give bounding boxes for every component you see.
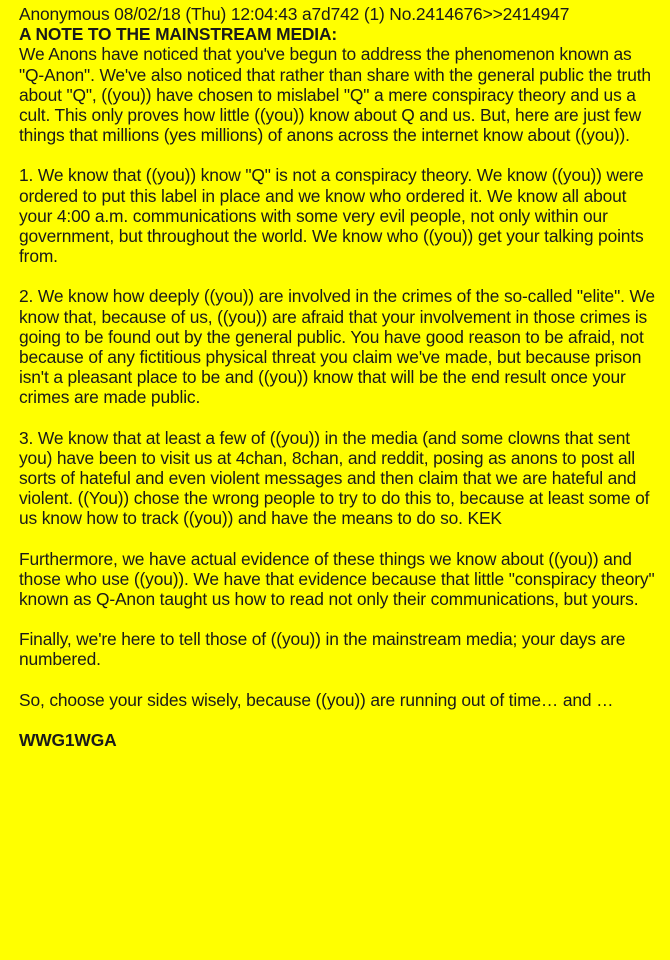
closing-paragraph: So, choose your sides wisely, because ((you)) are running out of time… and … [19,689,614,710]
furthermore-paragraph: Furthermore, we have actual evidence of these things we know about ((you)) and those who use ((you)). We have that evidence because that little "conspiracy theory" known as Q-Anon taught us how to read not only their communications, but yours. [19,548,655,610]
signoff: WWG1WGA [19,729,117,750]
point-2-paragraph: 2. We know how deeply ((you)) are involved in the crimes of the so-called "elite". We know that, because of us, ((you)) are afraid that your involvement in those crimes is going to be found out by the general public. You have good reason to be afraid, not because of any fictitious physical threat you claim we've made, but because prison isn't a pleasant place to be and ((you)) know that will be the end result once your crimes are made public. [19,286,655,408]
intro-paragraph: We Anons have noticed that you've begun to address the phenomenon known as "Q-Anon". We've also noticed that rather than share with the general public the truth about "Q", ((you)) have chosen to mislabel "Q" a mere conspiracy theory and us a cult. This only proves how little ((you)) know about Q and us. But, here are just few things that millions (yes millions) of anons across the internet know about ((you)). [19,44,651,146]
finally-paragraph: Finally, we're here to tell those of ((you)) in the mainstream media; your days are numbered. [19,629,626,670]
point-3-paragraph: 3. We know that at least a few of ((you)) in the media (and some clowns that sent you) have been to visit us at 4chan, 8chan, and reddit, posing as anons to post all sorts of hateful and even violent messages and then claim that we are hateful and violent. ((You)) chose the wrong people to try to do this to, because at least some of us know how to track ((you)) and have the means to do so. KEK [19,427,650,529]
post-header: Anonymous 08/02/18 (Thu) 12:04:43 a7d742 (1) No.2414676>>2414947 [19,4,570,24]
point-1-paragraph: 1. We know that ((you)) know "Q" is not a conspiracy theory. We know ((you)) were ordered to put this label in place and we know who ordered it. We know all about your 4:00 a.m. communications with some very evil people, not only within our government, but throughout the world. We know who ((you)) get your talking points from. [19,165,644,267]
post-title: A NOTE TO THE MAINSTREAM MEDIA: [19,24,338,45]
